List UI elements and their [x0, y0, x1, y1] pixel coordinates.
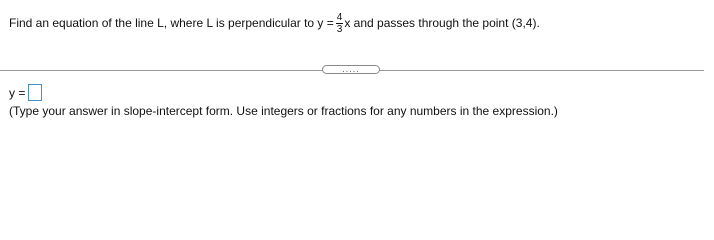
question-suffix: x and passes through the point (3,4). — [344, 15, 540, 30]
answer-instruction: (Type your answer in slope-intercept form. Use integers or fractions for any numbers in the expression.) — [9, 104, 558, 118]
answer-input[interactable] — [28, 84, 42, 101]
slope-fraction — [336, 12, 344, 35]
question-text — [9, 11, 540, 34]
slope-numerator: 4 — [336, 12, 343, 23]
answer-label: y = — [9, 85, 26, 100]
slope-denominator: 3 — [336, 24, 343, 35]
expand-toggle-dots: ..... — [342, 64, 360, 74]
answer-row — [9, 84, 42, 101]
question-prefix: Find an equation of the line L, where L is perpendicular to y = — [9, 15, 334, 30]
expand-toggle-button[interactable] — [322, 65, 380, 74]
